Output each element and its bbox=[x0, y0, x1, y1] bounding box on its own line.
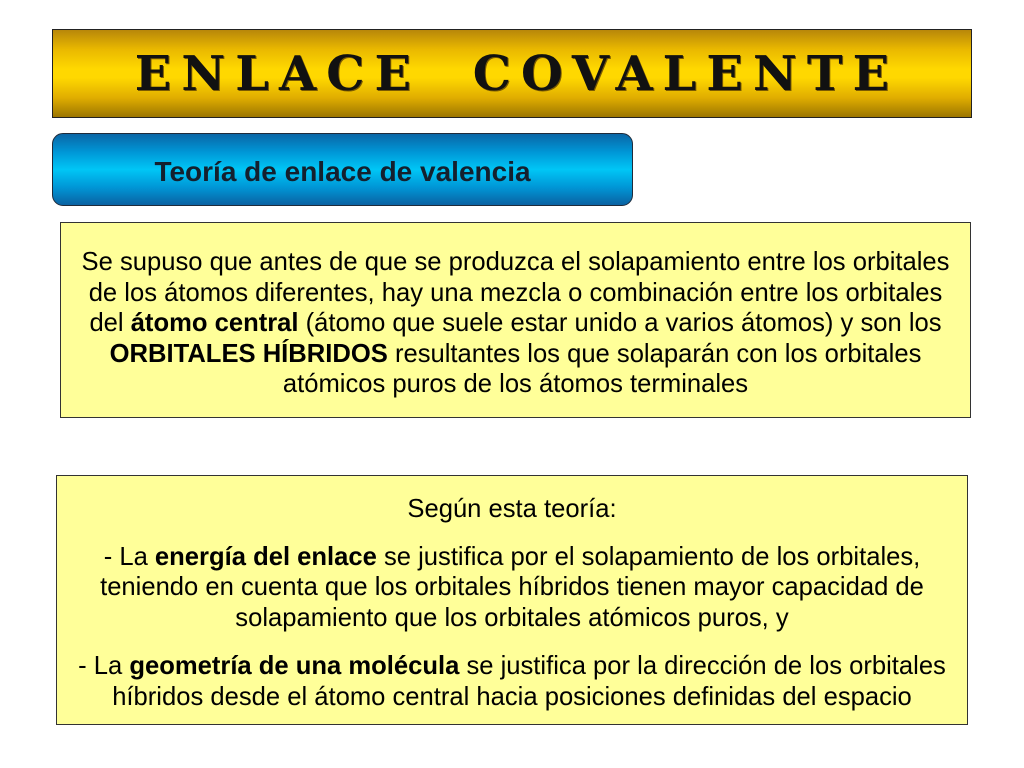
theory-line bbox=[57, 542, 967, 573]
emphasized-term-bond-energy: energía del enlace bbox=[154, 542, 377, 571]
subtitle-banner bbox=[52, 133, 633, 206]
text-segment: teniendo en cuenta que los orbitales híbridos tienen mayor capacidad de bbox=[100, 573, 924, 602]
text-segment: - La bbox=[78, 652, 130, 681]
definition-line bbox=[61, 308, 970, 339]
definition-line bbox=[61, 339, 970, 370]
text-segment: se justifica por el solapamiento de los orbitales, bbox=[376, 542, 921, 571]
theory-point-bond-energy bbox=[57, 542, 967, 634]
text-segment: resultantes los que solaparán con los orbitales bbox=[387, 339, 922, 368]
title-banner bbox=[52, 29, 972, 118]
definition-box bbox=[60, 222, 971, 418]
text-segment: se justifica por la dirección de los orbitales bbox=[459, 652, 946, 681]
text-segment: - La bbox=[103, 542, 155, 571]
text-segment: híbridos desde el átomo central hacia posiciones definidas del espacio bbox=[112, 682, 912, 711]
definition-line bbox=[61, 278, 970, 309]
text-segment: (átomo que suele estar unido a varios átomos) y son los bbox=[298, 309, 942, 338]
theory-line bbox=[57, 682, 967, 713]
text-segment: atómicos puros de los átomos terminales bbox=[282, 370, 749, 399]
text-segment: solapamiento que los orbitales atómicos puros, y bbox=[235, 603, 789, 632]
slide-title: ENLACE COVALENTE bbox=[134, 45, 900, 102]
theory-box bbox=[56, 475, 968, 725]
theory-line bbox=[57, 572, 967, 603]
text-segment: Se supuso que antes de que se produzca el solapamiento entre los orbitales bbox=[81, 248, 950, 276]
text-segment: de los átomos diferentes, hay una mezcla o combinación entre los orbitales bbox=[88, 278, 943, 307]
theory-line bbox=[57, 651, 967, 682]
text-segment: del bbox=[89, 309, 131, 338]
definition-line bbox=[61, 247, 970, 278]
definition-line bbox=[61, 369, 970, 400]
theory-point-molecular-geometry bbox=[57, 651, 967, 712]
theory-intro: Según esta teoría: bbox=[407, 495, 617, 523]
emphasized-term-molecular-geometry: geometría de una molécula bbox=[129, 652, 460, 681]
emphasized-term-hybrid-orbitals: ORBITALES HÍBRIDOS bbox=[109, 339, 388, 368]
emphasized-term-central-atom: átomo central bbox=[130, 309, 299, 338]
theory-line bbox=[57, 603, 967, 634]
slide-subtitle: Teoría de enlace de valencia bbox=[154, 156, 531, 187]
